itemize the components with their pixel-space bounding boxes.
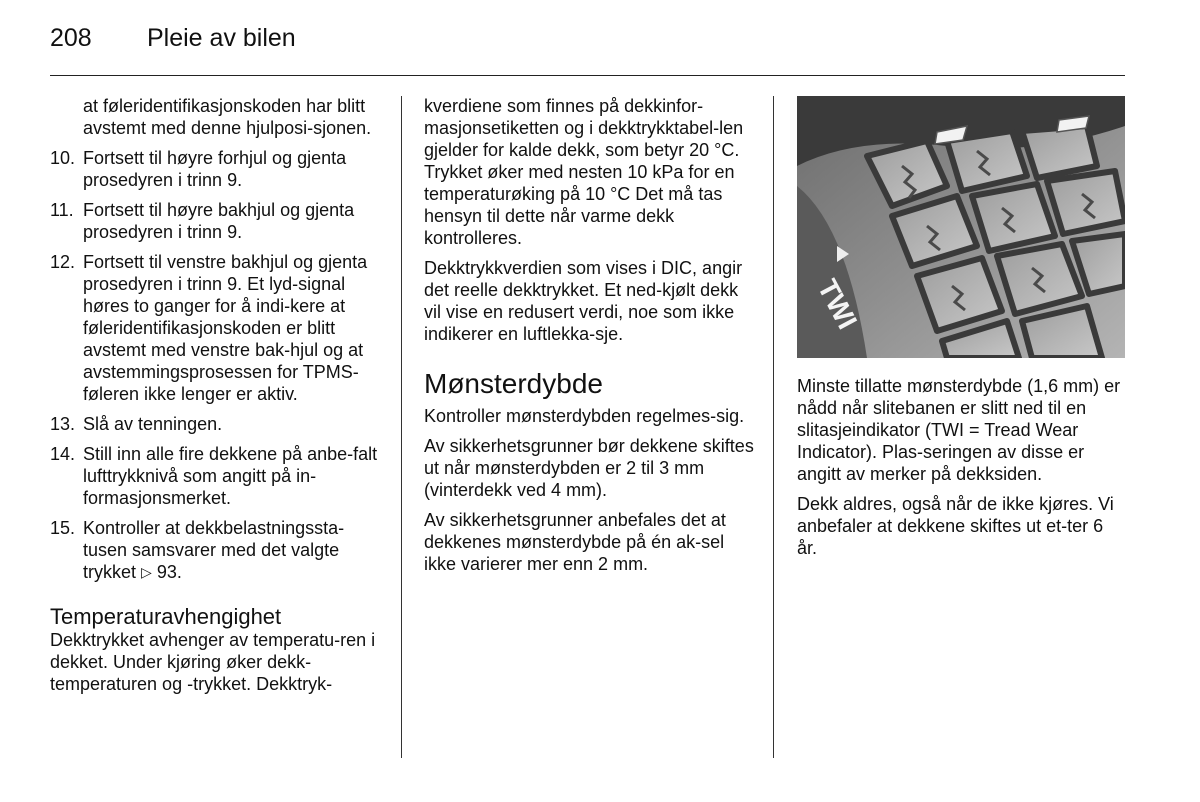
- step-text: Slå av tenningen.: [83, 414, 223, 434]
- step-number: 14.: [50, 444, 76, 464]
- paragraph: Kontroller mønsterdybden regelmes-sig.: [424, 406, 745, 426]
- step-number: 15.: [50, 518, 76, 538]
- header-divider: [50, 75, 1125, 76]
- step-item: [50, 413, 385, 435]
- step-item: [50, 251, 385, 405]
- paragraph: Dekk aldres, også når de ikke kjøres. Vi anbefaler at dekkene skiftes ut et-ter 6 år.: [797, 494, 1114, 558]
- section-heading: Mønsterdybde: [424, 368, 603, 399]
- step-number: 12.: [50, 252, 76, 272]
- step-text: Still inn alle fire dekkene på anbe-falt lufttrykknivå som angitt på in-formasjonsmerket.: [83, 444, 378, 508]
- paragraph: Av sikkerhetsgrunner anbefales det at dekkenes mønsterdybde på én ak-sel ikke varierer mer enn 2 mm.: [424, 510, 726, 574]
- paragraph: Dekktrykket avhenger av temperatu-ren i dekket. Under kjøring øker dekk-temperaturen og -trykket. Dekktryk-: [50, 630, 376, 694]
- step-text: Kontroller at dekkbelastningssta-tusen samsvarer med det valgte trykket: [83, 518, 345, 582]
- cross-reference-icon: ▷: [141, 564, 152, 580]
- column-divider-1: [401, 96, 402, 758]
- step-item: [50, 199, 385, 243]
- step-text: Fortsett til høyre bakhjul og gjenta prosedyren i trinn 9.: [83, 200, 355, 242]
- step-number: 11.: [50, 200, 74, 220]
- column-left: [50, 95, 385, 703]
- column-middle: [424, 95, 759, 583]
- step-text: Fortsett til venstre bakhjul og gjenta prosedyren i trinn 9. Et lyd-signal høres to ganger for å indi-kere at føleridentifikasjonskoden er blitt avstemt med venstre bak-hjul og at avstemmingsprosessen for TPMS-føleren ikke lenger er aktiv.: [83, 252, 368, 404]
- step-item: [50, 147, 385, 191]
- step-continuation: at føleridentifikasjonskoden har blitt avstemt med denne hjulposi-sjonen.: [83, 96, 372, 138]
- tire-tread-illustration: [797, 96, 1125, 358]
- column-divider-2: [773, 96, 774, 758]
- page-title: Pleie av bilen: [147, 24, 296, 52]
- column-right: [797, 375, 1127, 567]
- page-number: 208: [50, 24, 92, 52]
- twi-marker-label: TWI: [811, 274, 864, 335]
- step-item: [50, 517, 385, 583]
- paragraph: kverdiene som finnes på dekkinfor-masjonsetiketten og i dekktrykktabel-len gjelder for kalde dekk, som betyr 20 °C. Trykket øker med nesten 10 kPa for en temperaturøking på 10 °C Det må tas hensyn til dette når varme dekk kontrolleres.: [424, 96, 744, 248]
- step-number: 10.: [50, 148, 76, 168]
- step-text: Fortsett til høyre forhjul og gjenta prosedyren i trinn 9.: [83, 148, 347, 190]
- step-item: [50, 443, 385, 509]
- paragraph: Minste tillatte mønsterdybde (1,6 mm) er nådd når slitebanen er slitt ned til en slitasjeindikator (TWI = Tread Wear Indicator). Plas-seringen av disse er angitt av merker på dekksiden.: [797, 376, 1121, 484]
- tire-tread-svg: [797, 96, 1125, 358]
- step-number: 13.: [50, 414, 76, 434]
- paragraph: Dekktrykkverdien som vises i DIC, angir det reelle dekktrykket. Et ned-kjølt dekk vil vise en redusert verdi, noe som ikke indikerer en luftlekka-sje.: [424, 258, 743, 344]
- subheading-temperature: Temperaturavhengighet: [50, 604, 282, 629]
- cross-reference-link[interactable]: 93.: [156, 562, 182, 582]
- paragraph: Av sikkerhetsgrunner bør dekkene skiftes ut når mønsterdybden er 2 til 3 mm (vinterdekk ved 4 mm).: [424, 436, 754, 500]
